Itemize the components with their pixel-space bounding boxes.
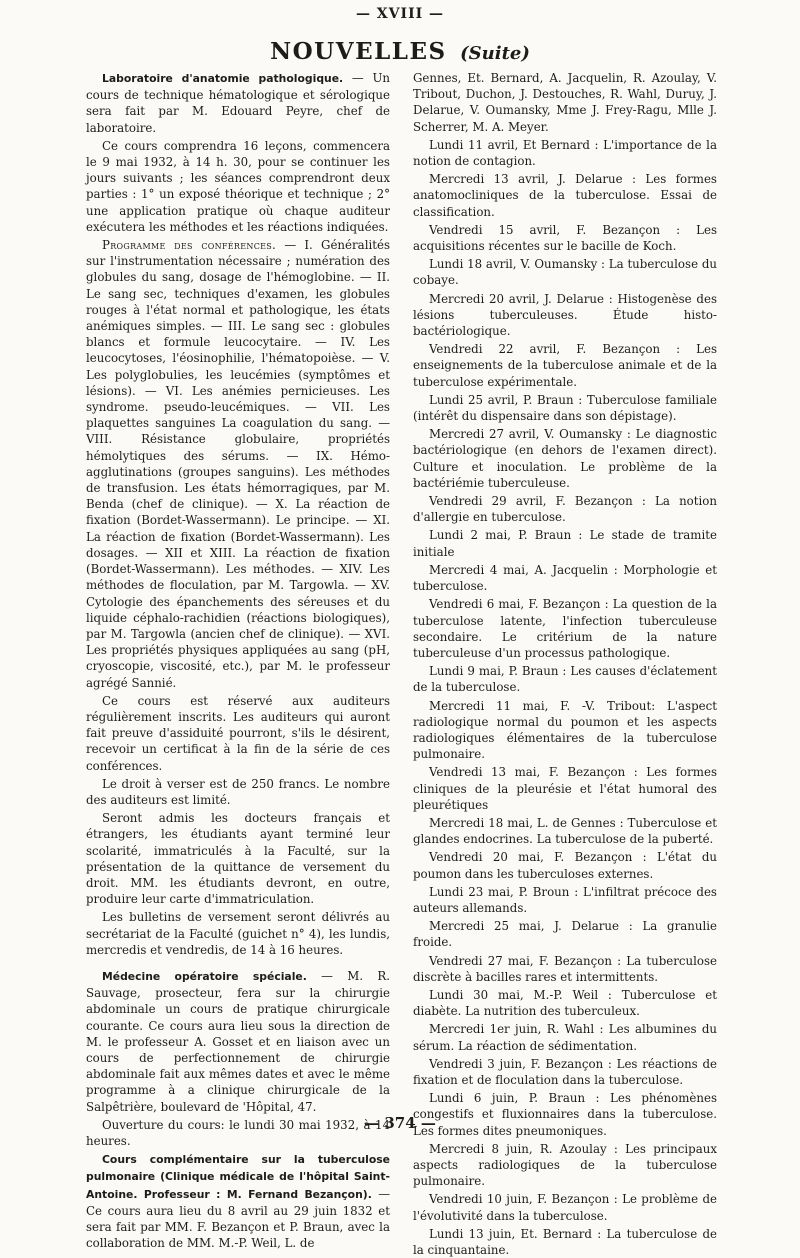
schedule-entry: Mercredi 27 avril, V. Oumansky : Le diagnostic bactériologique (en dehors de l'examen direct). Culture et inoculation. Le problème de la bactériémie tuberculeuse.	[413, 427, 717, 490]
schedule-entry: Lundi 11 avril, Et Bernard : L'importance de la notion de contagion.	[413, 137, 717, 169]
anatomy-paragraph-3: Ce cours est réservé aux auditeurs régulièrement inscrits. Les auditeurs qui auront fait preuve d'assiduité pourront, s'ils le désirent, recevoir un certificat à la fin de la série de ces conférences.	[86, 693, 390, 773]
programme-paragraph	[86, 237, 390, 691]
tuberculose-intro: — Ce cours aura lieu du 8 avril au 29 juin 1832 et sera fait par MM. F. Bezançon et P. Braun, avec la collaboration de MM. M.-P. Weil, L. de	[86, 1186, 391, 1251]
schedule-entry: Lundi 9 mai, P. Braun : Les causes d'éclatement de la tuberculose.	[413, 664, 717, 695]
schedule-entry: Vendredi 10 juin, F. Bezançon : Le problème de l'évolutivité dans la tuberculose.	[413, 1192, 717, 1223]
schedule-entry: Mercredi 18 mai, L. de Gennes : Tuberculose et glandes endocrines. La tuberculose de la puberté.	[413, 815, 717, 847]
anatomy-paragraph-1	[86, 70, 390, 136]
right-column	[413, 70, 717, 1258]
schedule-entry: Vendredi 27 mai, F. Bezançon : La tuberculose discrète à bacilles rares et intermittents.	[413, 953, 717, 984]
schedule-entry: Lundi 25 avril, P. Braun : Tuberculose familiale (intérêt du dispensaire dans son dépistage).	[413, 392, 717, 424]
tuberculose-title: Cours complémentaire sur la tuberculose pulmonaire (Clinique médicale de l'hôpital Saint-Antoine. Professeur : M. Fernand Bezançon).	[86, 1153, 390, 1201]
schedule-entry: Vendredi 15 avril, F. Bezançon : Les acquisitions récentes sur le bacille de Koch.	[413, 222, 717, 254]
left-column	[86, 70, 391, 1251]
medecine-paragraph-2: Ouverture du cours: le lundi 30 mai 1932, à 14 heures.	[86, 1117, 390, 1148]
anatomy-paragraph-2: Ce cours comprendra 16 leçons, commencera le 9 mai 1932, à 14 h. 30, pour se continuer les jours suivants ; les séances comprendront deux parties : 1° un exposé théorique et technique ; 2° une application pratique où chaque auditeur exécutera les méthodes et les réactions indiquées.	[86, 138, 390, 234]
schedule-entry: Lundi 6 juin, P. Braun : Les phénomènes congestifs et fluxionnaires dans la tuberculose. Les formes dites pneumoniques.	[413, 1091, 717, 1138]
programme-title: Programme des conférences.	[102, 238, 277, 253]
schedule-entry: Lundi 13 juin, Et. Bernard : La tuberculose de la cinquantaine.	[413, 1226, 717, 1258]
tuberculose-continuation: Gennes, Et. Bernard, A. Jacquelin, R. Azoulay, V. Tribout, Duchon, J. Destouches, R. Wahl, Duruy, J. Delarue, V. Oumansky, Mme J. Frey-Ragu, Mlle J. Scherrer, M. A. Meyer.	[413, 71, 717, 134]
schedule-entry: Mercredi 8 juin, R. Azoulay : Les principaux aspects radiologiques de la tuberculose pulmonaire.	[413, 1141, 717, 1189]
schedule-entry: Mercredi 13 avril, J. Delarue : Les formes anatomocliniques de la tuberculose. Essai de classification.	[413, 172, 717, 219]
programme-text: — I. Généralités sur l'instrumentation nécessaire ; numération des globules du sang, dosage de l'hémoglobine. — II. Le sang sec, techniques d'examen, les globules rouges à l'état normal et pathologique, les états anémiques simples. — III. Le sang sec : globules blancs et formule leucocytaire. — IV. Les leucocytoses, l'éosinophilie, l'hématopoièse. — V. Les polyglobulies, les leucémies (symptômes et lésions). — VI. Les anémies pernicieuses. Les syndrome. pseudo-leucémiques. — VII. Les plaquettes sanguines La coagulation du sang. — VIII. Résistance globulaire, propriétés hémolytiques des sérums. — IX. Hémo-agglutinations (groupes sanguins). Les méthodes de transfusion. Les états hémorragiques, par M. Benda (chef de clinique). — X. La réaction de fixation (Bordet-Wassermann). Le principe. — XI. La réaction de fixation (Bordet-Wassermann). Les dosages. — XII et XIII. La réaction de fixation (Bordet-Wassermann). Les méthodes. — XIV. Les méthodes de floculation, par M. Targowla. — XV. Cytologie des épanchements des séreuses et du liquide céphalo-rachidien (réactions biologiques), par M. Targowla (ancien chef de clinique). — XVI. Les propriétés physiques appliquées au sang (pH, cryoscopie, viscosité, etc.), par M. le professeur agrégé Sannié.	[86, 238, 391, 690]
section-subtitle: (Suite)	[460, 43, 530, 64]
schedule-entry: Lundi 23 mai, P. Broun : L'infiltrat précoce des auteurs allemands.	[413, 884, 717, 915]
schedule-entry: Mercredi 25 mai, J. Delarue : La granulie froide.	[413, 919, 717, 950]
schedule-entry: Vendredi 13 mai, F. Bezançon : Les formes cliniques de la pleurésie et l'état humoral des pleurétiques	[413, 765, 717, 812]
section-heading	[0, 38, 800, 65]
schedule-entry: Mercredi 20 avril, J. Delarue : Histogenèse des lésions tuberculeuses. Étude histo-bactériologique.	[413, 291, 717, 339]
schedule-entry: Mercredi 11 mai, F. -V. Tribout: L'aspect radiologique normal du poumon et les aspects radiologiques élémentaires de la tuberculose pulmonaire.	[413, 698, 717, 762]
schedule-entry: Mercredi 1er juin, R. Wahl : Les albumines du sérum. La réaction de sédimentation.	[413, 1022, 717, 1053]
anatomy-paragraph-4: Le droit à verser est de 250 francs. Le nombre des auditeurs est limité.	[86, 776, 390, 807]
schedule-entry: Mercredi 4 mai, A. Jacquelin : Morphologie et tuberculose.	[413, 562, 717, 594]
medecine-paragraph-1	[86, 968, 390, 1115]
schedule-entry: Lundi 18 avril, V. Oumansky : La tuberculose du cobaye.	[413, 257, 717, 288]
medecine-intro: — M. R. Sauvage, prosecteur, fera sur la chirurgie abdominale un cours de pratique chirurgicale courante. Ce cours aura lieu sous la direction de M. le professeur A. Gosset et en liaison avec un cours de perfectionnement de chirurgie abdominale fait aux mêmes dates et avec le même programme à a clinique chirurgicale de la Salpêtrière, boulevard de 'Hôpital, 47.	[86, 968, 390, 1114]
section-title: NOUVELLES	[270, 38, 447, 65]
schedule-entry: Vendredi 6 mai, F. Bezançon : La question de la tuberculose latente, l'infection tuberculeuse secondaire. Le critérium de la nature tuberculeuse d'un processus pathologique.	[413, 597, 717, 660]
schedule-entry: Lundi 30 mai, M.-P. Weil : Tuberculose et diabète. La nutrition des tuberculeux.	[413, 987, 717, 1019]
schedule-entry: Lundi 2 mai, P. Braun : Le stade de tramite initiale	[413, 528, 717, 559]
anatomy-intro: — Un cours de technique hématologique et sérologique sera fait par M. Edouard Peyre, chef de laboratoire.	[86, 71, 390, 135]
schedule-entry: Vendredi 22 avril, F. Bezançon : Les enseignements de la tuberculose animale et de la tuberculose expérimentale.	[413, 342, 717, 389]
schedule-entry: Vendredi 20 mai, F. Bezançon : L'état du poumon dans les tuberculoses externes.	[413, 850, 717, 881]
anatomy-paragraph-5: Seront admis les docteurs français et étrangers, les étudiants ayant terminé leur scolarité, immatriculés à la Faculté, sur la présentation de la quittance de versement du droit. MM. les étudiants devront, en outre, produire leur carte d'immatriculation.	[86, 811, 390, 907]
roman-page-number: — XVIII —	[355, 6, 445, 22]
schedule-entry: Vendredi 29 avril, F. Bezançon : La notion d'allergie en tuberculose.	[413, 494, 717, 525]
anatomy-title: Laboratoire d'anatomie pathologique.	[102, 72, 344, 85]
anatomy-paragraph-6: Les bulletins de versement seront délivrés au secrétariat de la Faculté (guichet n° 4), les lundis, mercredis et vendredis, de 14 à 16 heures.	[86, 910, 390, 957]
page-number: — 374 —	[364, 1114, 436, 1132]
schedule-entry: Vendredi 3 juin, F. Bezançon : Les réactions de fixation et de floculation dans la tuberculose.	[413, 1056, 717, 1087]
medecine-title: Médecine opératoire spéciale.	[102, 969, 307, 983]
tuberculose-paragraph-1	[86, 1151, 390, 1251]
